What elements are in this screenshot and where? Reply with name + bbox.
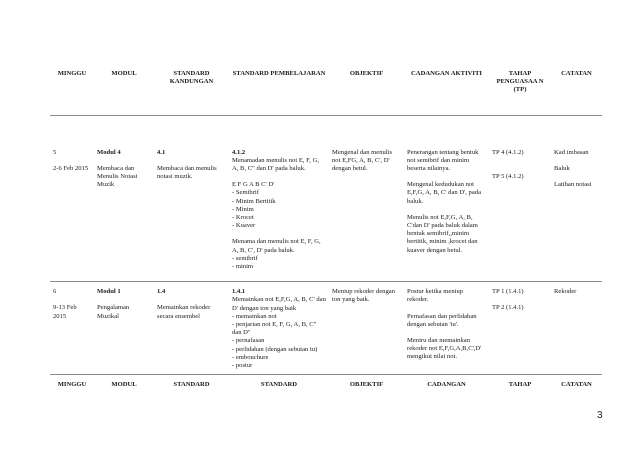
header-catatan: CATATAN — [551, 68, 602, 115]
cell-standard-kandungan — [154, 282, 229, 375]
footer-header-standard: STANDARD — [173, 381, 210, 389]
header-modul: MODUL — [94, 68, 154, 115]
catatan-text: Rekoder — [554, 288, 577, 296]
header-standard-kandungan: STANDARD KANDUNGAN — [154, 68, 229, 115]
sp-line: - semibrif — [232, 254, 258, 262]
aktiviti-text: Postur ketika meniup rekoder. — [407, 288, 464, 304]
footer-header-objektif: OBJEKTIF — [349, 381, 384, 389]
cell-minggu — [50, 115, 94, 282]
cell-standard-pembelajaran — [229, 115, 329, 282]
objektif-text: Meniup rekoder dengan ton yang baik. — [332, 288, 395, 304]
sp-line: - embouchure — [232, 353, 269, 361]
cell-standard-pembelajaran — [229, 282, 329, 375]
modul-title: Pengalaman Muzikal — [97, 304, 130, 320]
modul-title: Membaca dan Menulis Notasi Muzik — [97, 164, 138, 189]
cell-cadangan-aktiviti — [404, 115, 489, 282]
objektif-text: Mengenal dan menulis not E,FG, A, B, C', D' dengan betul. — [332, 148, 393, 173]
lesson-plan-table — [50, 68, 602, 389]
tp-value: TP 4 (4.1.2) — [492, 148, 524, 156]
header-minggu: MINGGU — [50, 68, 94, 115]
footer-header-minggu: MINGGU — [57, 381, 87, 389]
sp-number: 4.1.2 — [232, 148, 246, 156]
sp-line: E F G A B C' D' — [232, 181, 275, 189]
sk-number: 4.1 — [157, 148, 166, 156]
week-number: 6 — [53, 288, 57, 296]
footer-header-standard: STANDARD — [260, 381, 298, 389]
cell-objektif — [329, 115, 404, 282]
sp-line: - Kuaver — [232, 222, 256, 230]
aktiviti-text: Mengenal kedudukan not E,F,G, A, B, C' dan D', pada baluk. — [407, 181, 482, 205]
cell-modul — [94, 115, 154, 282]
sp-line: - perlidahan (dengan sebutan tu) — [232, 345, 318, 353]
cell-objektif — [329, 282, 404, 375]
footer-header-modul: MODUL — [111, 381, 137, 389]
sp-line: Menama dan menulis not E, F, G, A, B, C', D' pada baluk. — [232, 238, 321, 254]
footer-header-catatan: CATATAN — [561, 381, 592, 389]
tp-value: TP 5 (4.1.2) — [492, 172, 524, 180]
page-number: 3 — [597, 410, 603, 421]
header-objektif: OBJEKTIF — [329, 68, 404, 115]
catatan-text: Baluk — [554, 164, 570, 172]
table-header-row — [50, 68, 602, 115]
sp-number: 1.4.1 — [232, 288, 246, 296]
tp-value: TP 1 (1.4.1) — [492, 288, 524, 296]
sp-line: - memainkan not — [232, 312, 277, 320]
tp-value: TP 2 (1.4.1) — [492, 304, 524, 312]
cell-catatan — [551, 115, 602, 282]
catatan-text: Kad imbasan — [554, 148, 589, 156]
footer-header-cadangan: CADANGAN — [427, 381, 466, 389]
sp-line: Menamadan menulis not E, F, G, A, B, C" dan D' pada baluk. — [232, 156, 320, 173]
sp-line: - minim — [232, 263, 254, 271]
aktiviti-text: Menulis not E,F,G, A, B, C'dan D' pada baluk dalam bentuk semibrif,,minim bertitik, minim ,krocet dan kuaver dengan betul. — [407, 213, 478, 254]
sp-line: - penjarian not E, F, G, A, B, C" dan D" — [232, 321, 317, 337]
aktiviti-text: Penerangan tentang bentuk not semibrif dan minim beserta nilainya. — [407, 148, 479, 173]
header-cadangan-aktiviti: CADANGAN AKTIVITI — [404, 68, 489, 115]
sp-line: Memainkan not E,F,G, A, B, C' dan D' dengan ton yang baik — [232, 296, 326, 312]
modul-number: Modul 1 — [97, 288, 121, 296]
sp-line: - postur — [232, 362, 253, 370]
table-row — [50, 282, 602, 375]
cell-cadangan-aktiviti — [404, 282, 489, 375]
catatan-text: Latihan notasi — [554, 181, 592, 189]
table-row — [50, 115, 602, 282]
header-tahap-penguasaan: TAHAP PENGUASAA N (TP) — [489, 68, 551, 115]
cell-standard-kandungan — [154, 115, 229, 282]
cell-modul — [94, 282, 154, 375]
sk-text: Membaca dan menulis notasi muzik. — [157, 164, 217, 181]
sp-line: - Krocet — [232, 214, 254, 222]
aktiviti-text: Meniru dan memainkan rekoder not E,F,G,A,B,C',D' mengikut nilai not. — [407, 337, 482, 361]
week-dates: 9-13 Feb 2015 — [53, 304, 77, 320]
sp-line: - Semibrif — [232, 189, 259, 197]
table-footer-header-row — [50, 375, 602, 390]
header-standard-pembelajaran: STANDARD PEMBELAJARAN — [229, 68, 329, 115]
modul-number: Modul 4 — [97, 148, 121, 156]
sp-line: - pernafasan — [232, 337, 265, 345]
sp-line: - Minim Bertitik — [232, 197, 276, 205]
week-dates: 2-6 Feb 2015 — [53, 164, 89, 172]
cell-catatan — [551, 282, 602, 375]
sk-text: Memainkan rekoder secara ensembel — [157, 304, 211, 320]
footer-header-tahap: TAHAP — [508, 381, 532, 389]
week-number: 5 — [53, 148, 57, 156]
cell-tahap-penguasaan — [489, 115, 551, 282]
sk-number: 1.4 — [157, 288, 166, 296]
cell-minggu — [50, 282, 94, 375]
aktiviti-text: Pernafasan dan perlidahan dengan sebutan 'tu'. — [407, 312, 477, 328]
cell-tahap-penguasaan — [489, 282, 551, 375]
sp-line: - Minim — [232, 205, 254, 213]
